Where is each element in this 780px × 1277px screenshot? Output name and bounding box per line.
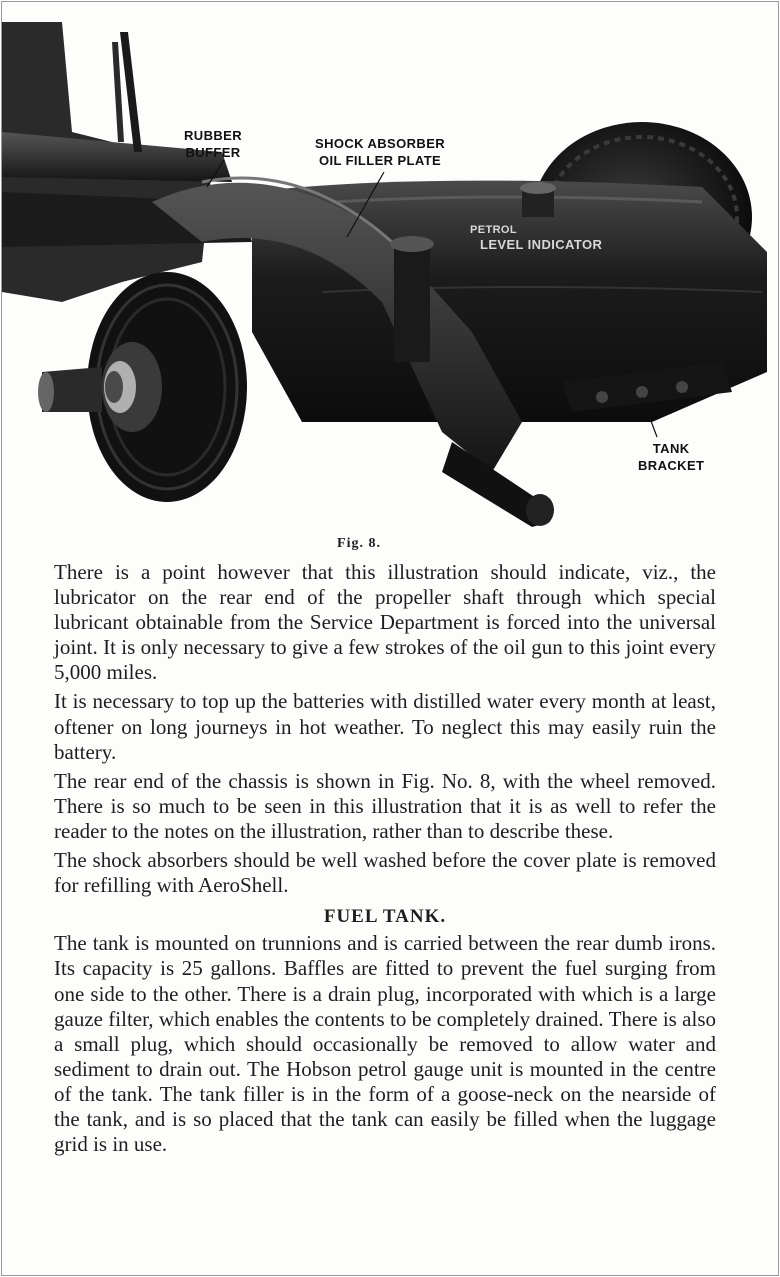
rubber-buffer-label (184, 127, 242, 161)
paragraph-batteries: It is necessary to top up the batteries with distilled water every month at least, oftener on long journeys in hot weather. To neglect this may easily ruin the battery. (54, 689, 716, 764)
paragraph-lubricator: There is a point however that this illustration should indicate, viz., the lubricator on the rear end of the propeller shaft through which special lubricant obtainable from the Service Department is forced into the universal joint. It is only necessary to give a few strokes of the oil gun to this joint every 5,000 miles. (54, 560, 716, 685)
paragraph-rear-end: The rear end of the chassis is shown in Fig. No. 8, with the wheel removed. There is so much to be seen in this illustration that it is as well to refer the reader to the notes on the illustration, rather than to describe these. (54, 768, 716, 843)
rubber-buffer-label-line1: RUBBER (184, 128, 243, 143)
shock-absorber-label-line1: SHOCK ABSORBER (315, 136, 446, 151)
section-heading-fuel-tank: FUEL TANK. (323, 906, 447, 928)
tank-bracket-label (638, 440, 704, 474)
figure-caption: Fig. 8. (337, 536, 381, 551)
document-page (1, 1, 779, 1276)
paragraph-shock-absorbers: The shock absorbers should be well washed before the cover plate is removed for refilling with AeroShell. (54, 848, 716, 898)
body-text (54, 560, 716, 1161)
tank-bracket-label-line2: BRACKET (638, 458, 705, 473)
petrol-level-label-line2: LEVEL INDICATOR (480, 237, 603, 252)
paragraph-fuel-tank: The tank is mounted on trunnions and is carried between the rear dumb irons. Its capacity is 25 gallons. Baffles are fitted to prevent the fuel surging from one side to the other. There is a drain plug, incorporated with which is a large gauze filter, which enables the contents to be completely drained. There is also a small plug, which should occasionally be removed to allow water and sediment to drain out. The Hobson petrol gauge unit is mounted in the centre of the tank. The tank filler is in the form of a goose-neck on the nearside of the tank, and is so placed that the tank can easily be filled when the luggage grid is in use. (54, 931, 716, 1157)
figure-8-chassis-photo (2, 2, 778, 532)
shock-absorber-label (315, 135, 445, 169)
petrol-level-label-line1: PETROL (470, 224, 518, 236)
shock-absorber-label-line2: OIL FILLER PLATE (318, 153, 442, 168)
petrol-level-indicator-label (470, 224, 602, 253)
tank-bracket-label-line1: TANK (652, 441, 690, 456)
rubber-buffer-label-line2: BUFFER (185, 145, 241, 160)
